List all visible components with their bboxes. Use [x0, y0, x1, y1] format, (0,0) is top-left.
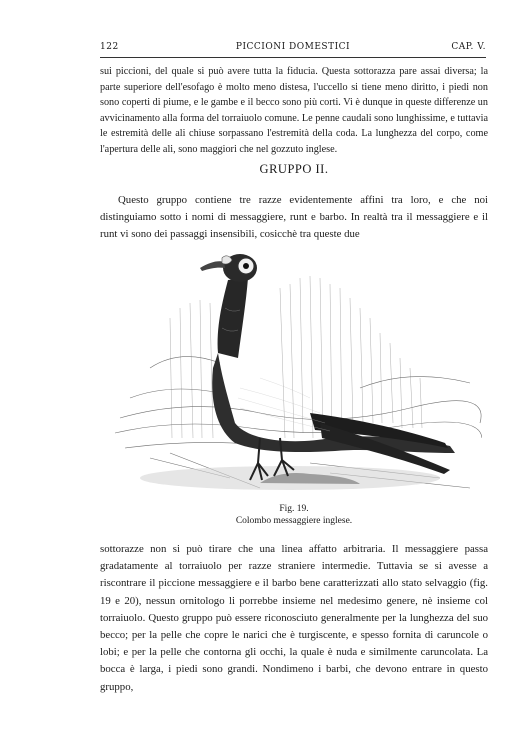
paragraph-3: sottorazze non si può tirare che una linea affatto arbitraria. Il messaggiere passa gradatamente al torraiuolo per razze straniere intermedie. Tuttavia se si avesse a riscontrare il piccione messaggiere e il barbo bene caratterizzati allo stato selvaggio (fig. 19 e 20), nessun ornitologo li porrebbe insieme nel medesimo genere, nè insieme col torraiuolo. Questo gruppo può essere riconosciuto generalmente per la lunghezza del suo becco; per la pelle che copre le narici che è turgiscente, e spesso fornita di caruncole o lobi; e per la pelle che contorna gli occhi, la quale è nuda e similmente caruncolata. La bocca è larga, i piedi sono grandi. Nondimeno i barbi, che devono entrare in questo gruppo,: [100, 543, 488, 693]
paragraph-1: sui piccioni, del quale si può avere tutta la fiducia. Questa sottorazza pare assai diversa; la parte superiore dell'esofago è molto meno distesa, l'uccello si tiene meno diritto, i piedi non sono coperti di piume, e le gambe e il becco sono più corti. Vi è dunque in queste differenze un avvicinamento alla forma del torraiuolo comune. Le penne caudali sono lunghissime, e tuttavia le estremità delle ali chiuse sorpassano l'estremità della coda. La lunghezza del corpo, come l'apertura delle ali, sono maggiori che nel gozzuto inglese.: [100, 66, 488, 155]
chapter-label: CAP. V.: [451, 42, 486, 52]
section-heading: GRUPPO II.: [259, 162, 329, 176]
figure-caption: Colombo messaggiere inglese.: [235, 516, 353, 526]
running-title: PICCIONI DOMESTICI: [235, 42, 351, 52]
running-header: [100, 40, 486, 56]
pigeon-illustration: [110, 248, 482, 502]
paragraph-2: Questo gruppo contiene tre razze evidentemente affini tra loro, e che noi distinguiamo sotto i nomi di messaggiere, runt e barbo. In realtà tra il messaggiere e il runt vi sono dei passaggi insensibili, cosicchè tra queste due: [100, 194, 488, 240]
page-number: 122: [100, 42, 119, 52]
header-rule: [100, 57, 486, 58]
figure-number: Fig. 19.: [279, 504, 309, 514]
